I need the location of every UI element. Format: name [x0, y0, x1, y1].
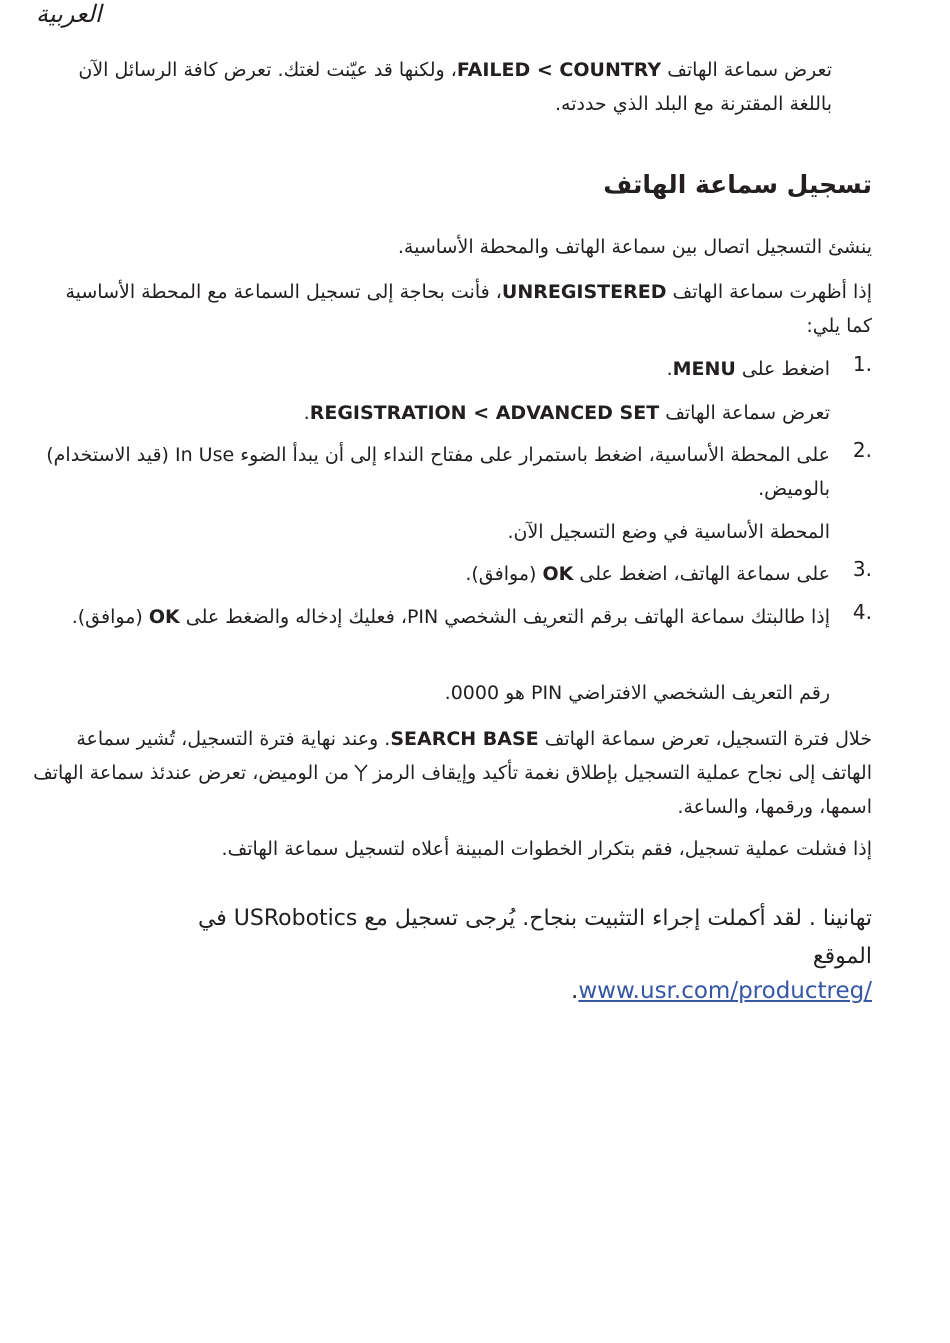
language-title: العربية [36, 0, 102, 28]
step-1-result-end: . [303, 402, 310, 424]
registration-period-paragraph [22, 722, 872, 824]
step-3-text: على سماعة الهاتف، اضغط على [573, 563, 830, 585]
p4-status: SEARCH BASE [390, 728, 539, 750]
step-4 [40, 600, 830, 634]
p3-status: UNREGISTERED [501, 281, 667, 303]
step-1 [40, 352, 830, 386]
step-1-result-text: تعرض سماعة الهاتف [659, 402, 830, 424]
p1-status: FAILED < COUNTRY [456, 59, 662, 81]
step-4-key: OK [148, 606, 180, 628]
website-period: . [571, 978, 579, 1004]
failed-country-paragraph [40, 53, 832, 121]
p4-text-c: . وعند نهاية فترة التسجيل، تُشير سماعة الهاتف إلى نجاح عملية التسجيل بإطلاق نغمة تأكيد وإيقاف الرمز [76, 728, 872, 784]
antenna-icon [353, 759, 369, 777]
step-2-result: المحطة الأساسية في وضع التسجيل الآن. [507, 521, 830, 543]
step-1-key: MENU [672, 358, 736, 380]
step-number: 1. [852, 352, 872, 376]
failure-paragraph: إذا فشلت عملية تسجيل، فقم بتكرار الخطوات المبينة أعلاه لتسجيل سماعة الهاتف. [221, 838, 872, 860]
congratulations-text: تهانينا . لقد أكملت إجراء التثبيت بنجاح. يُرجى تسجيل مع USRobotics في الموقع [197, 906, 872, 969]
p3-text-c: ، فأنت بحاجة إلى تسجيل السماعة مع المحطة الأساسية كما يلي: [65, 281, 872, 337]
p1-text-c: ، ولكنها قد عيّنت لغتك. تعرض كافة الرسائل الآن باللغة المقترنة مع البلد الذي حددته. [78, 59, 832, 115]
step-1-end: . [666, 358, 673, 380]
step-2: على المحطة الأساسية، اضغط باستمرار على مفتاح النداء إلى أن يبدأ الضوء In Use (قيد الاستخدام) بالوميض. [46, 444, 830, 500]
website-line [571, 978, 872, 1004]
step-4-end: (موافق). [71, 606, 149, 628]
step-4-result: رقم التعريف الشخصي الافتراضي PIN هو 0000. [444, 682, 830, 704]
p4-text-d: من الوميض، تعرض عندئذ سماعة الهاتف اسمها، ورقمها، والساعة. [33, 762, 872, 818]
step-1-result [40, 396, 830, 430]
step-1-text: اضغط على [735, 358, 830, 380]
step-1-result-status: REGISTRATION < ADVANCED SET [309, 402, 660, 424]
step-number: 3. [852, 557, 872, 581]
section-heading: تسجيل سماعة الهاتف [603, 170, 872, 199]
p4-text-a: خلال فترة التسجيل، تعرض سماعة الهاتف [538, 728, 872, 750]
website-link[interactable]: www.usr.com/productreg/ [578, 978, 872, 1004]
p1-text-a: تعرض سماعة الهاتف [661, 59, 832, 81]
step-number: 2. [852, 438, 872, 462]
step-3-key: OK [542, 563, 574, 585]
step-3 [40, 557, 830, 591]
step-3-end: (موافق). [465, 563, 543, 585]
step-4-text: إذا طالبتك سماعة الهاتف برقم التعريف الشخصي PIN، فعليك إدخاله والضغط على [179, 606, 830, 628]
intro-paragraph: ينشئ التسجيل اتصال بين سماعة الهاتف والمحطة الأساسية. [397, 236, 872, 258]
p3-text-a: إذا أظهرت سماعة الهاتف [666, 281, 872, 303]
unregistered-paragraph [42, 275, 872, 343]
step-number: 4. [852, 600, 872, 624]
